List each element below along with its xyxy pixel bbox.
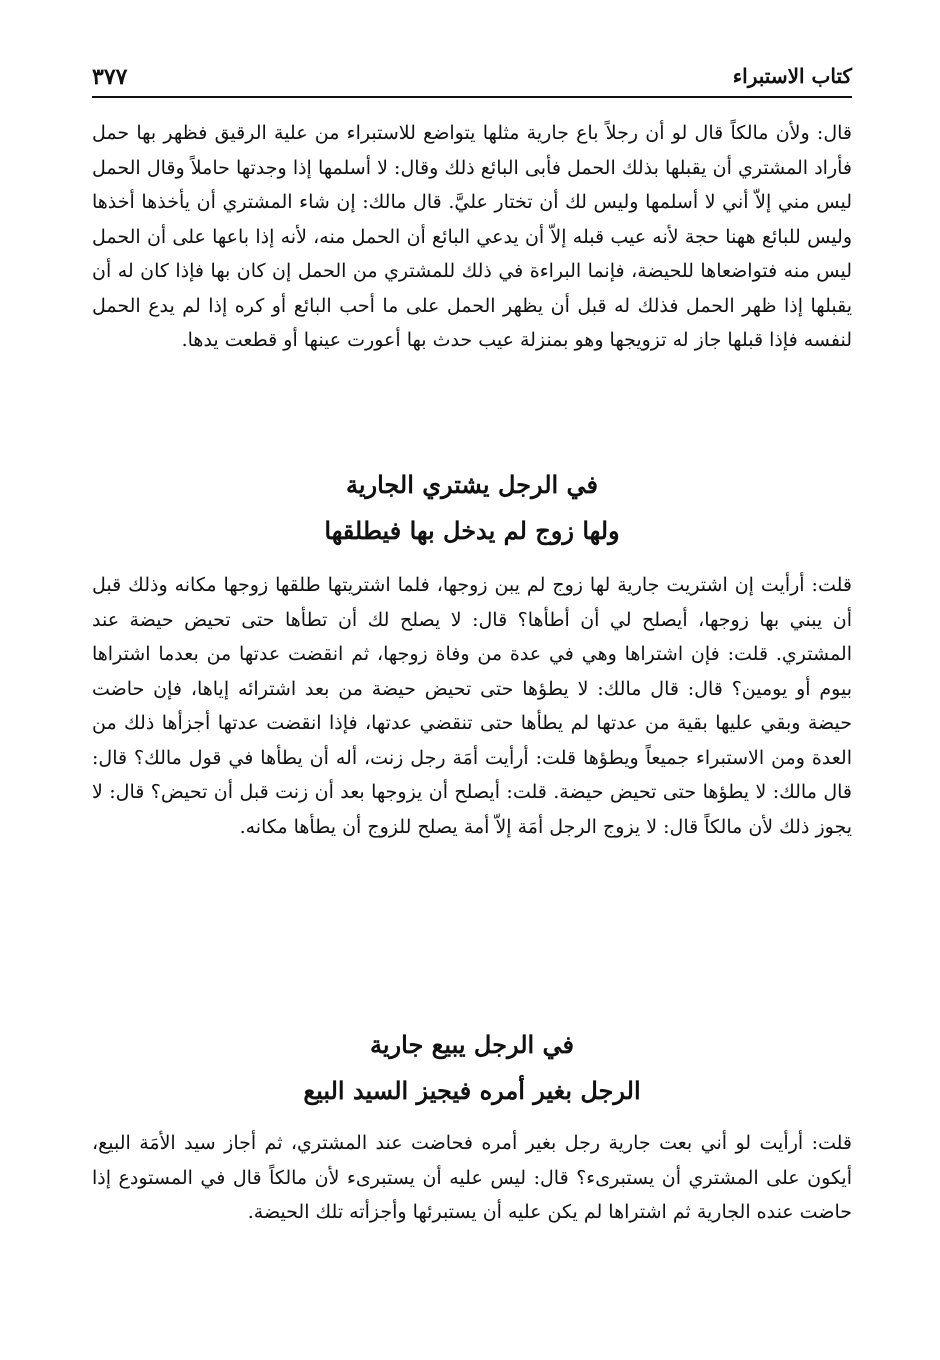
page-number: ٣٧٧: [92, 64, 128, 90]
paragraph-text: قال: ولأن مالكاً قال لو أن رجلاً باع جارية مثلها يتواضع للاستبراء من علية الرقيق فظهر بها حمل فأراد المشتري أن يقبلها بذلك الحمل فأبى البائع ذلك وقال: لا أسلمها إذا وجدتها حاملاً وقال الحمل ليس مني إلاّ أني لا أسلمها وليس لك أن تختار عليَّ. قال مالك: إن شاء المشتري أن يأخذها أخذها وليس للبائع ههنا حجة لأنه عيب قبله إلاّ أن يدعي البائع أن الحمل منه، لأنه إذا باعها على أن الحمل ليس منه فتواضعاها للحيضة، فإنما البراءة في ذلك للمشتري من الحمل إن كان بها فإذا كان له أن يقبلها إذا ظهر الحمل فذلك له قبل أن يظهر الحمل على ما أحب البائع أو كره إذا لم يدع الحمل لنفسه فإذا قبلها جاز له تزويجها وهو بمنزلة عيب حدث بها أعورت عينها أو قطعت يدها.: [92, 122, 852, 351]
heading-line-2: الرجل بغير أمره فيجيز السيد البيع: [303, 1076, 641, 1105]
heading-line-2: ولها زوج لم يدخل بها فيطلقها: [324, 516, 620, 545]
heading-line-1: في الرجل يشتري الجارية: [345, 470, 599, 499]
section-heading-selling-without-permission: [92, 1022, 852, 1114]
paragraph-married-slave: [92, 568, 852, 844]
paragraph-ruling-pregnancy: [92, 116, 852, 358]
heading-line-1: في الرجل يبيع جارية: [370, 1030, 574, 1059]
paragraph-text: قلت: أرأيت لو أني بعت جارية رجل بغير أمره فحاضت عند المشتري، ثم أجاز سيد الأمَة البيع، أيكون على المشتري أن يستبرىء؟ قال: ليس عليه أن يستبرىء لأن مالكاً قال في المستودع إذا حاضت عنده الجارية ثم اشتراها لم يكن عليه أن يستبرئها وأجزأته تلك الحيضة.: [92, 1132, 852, 1223]
section-heading-buying-married-slave: [92, 462, 852, 554]
running-header: [92, 62, 852, 98]
paragraph-text: قلت: أرأيت إن اشتريت جارية لها زوج لم يبن زوجها، فلما اشتريتها طلقها زوجها مكانه وذلك قبل أن يبني بها زوجها، أيصلح لي أن أطأها؟ قال: لا يصلح لك أن تطأها حتى تحيض حيضة عند المشتري. قلت: فإن اشتراها وهي في عدة من وفاة زوجها، ثم انقضت عدتها من بعدما اشتراها بيوم أو يومين؟ قال: قال مالك: لا يطؤها حتى تحيض حيضة من بعد اشترائه إياها، فإن حاضت حيضة وبقي عليها بقية من عدتها لم يطأها حتى تنقضي عدتها، فإذا انقضت عدتها أجزأها ذلك من العدة ومن الاستبراء جميعاً ويطؤها قلت: أرأيت أمَة رجل زنت، أله أن يطأها في قول مالك؟ قال: قال مالك: لا يطؤها حتى تحيض حيضة. قلت: أيصلح أن يزوجها بعد أن زنت قبل أن تحيض؟ قال: لا يجوز ذلك لأن مالكاً قال: لا يزوج الرجل أمَة إلاّ أمة يصلح للزوج أن يطأها مكانه.: [92, 574, 852, 838]
paragraph-selling-without-permission: [92, 1126, 852, 1230]
chapter-title: كتاب الاستبراء: [732, 64, 852, 88]
